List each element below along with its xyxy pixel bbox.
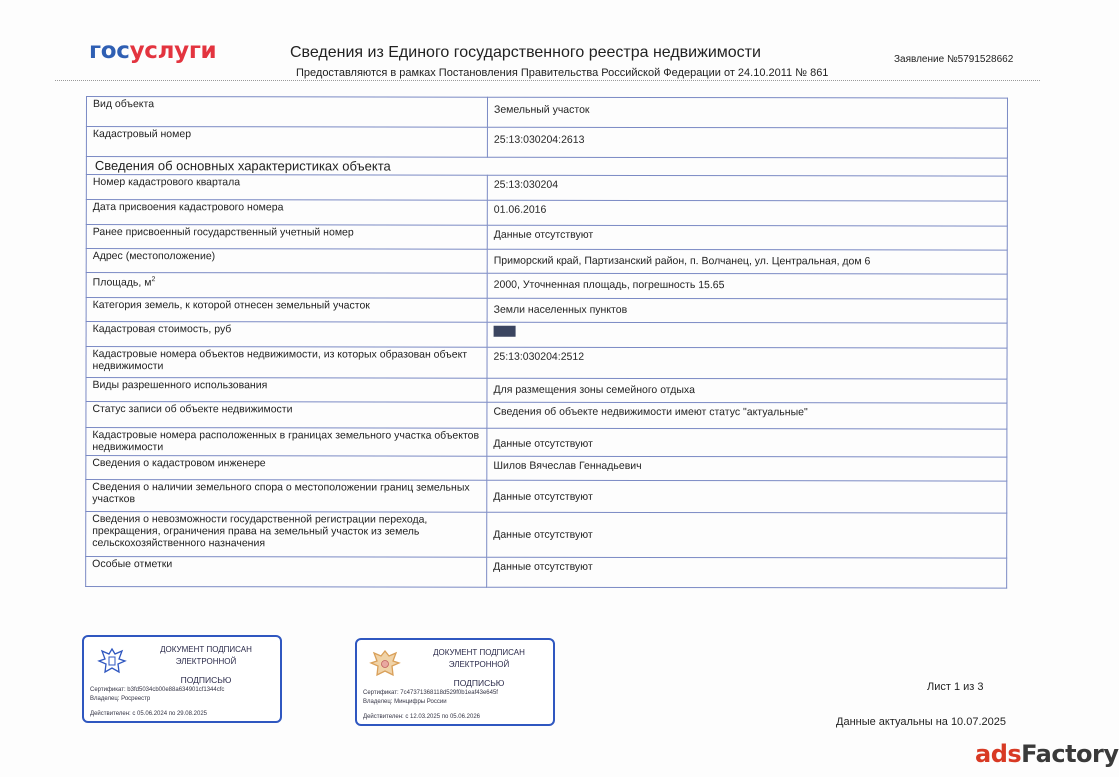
table-row [86,347,1007,380]
table-row [86,273,1007,300]
table-row [86,480,1007,514]
row-label: Виды разрешенного использования [86,378,487,403]
table-row [86,298,1007,324]
sheet-number: Лист 1 из 3 [927,681,984,693]
row-label: Особые отметки [86,557,487,588]
stamp-validity: Действителен: с 12.03.2025 по 05.06.2026 [363,714,480,720]
stamp-line1: ДОКУМЕНТ ПОДПИСАН [433,648,525,657]
row-value: Приморский край, Партизанский район, п. Волчанец, ул. Центральная, дом 6 [487,249,1007,274]
characteristics-table [85,174,1008,589]
data-actual-date: Данные актуальны на 10.07.2025 [836,716,1006,728]
row-value: Земельный участок [487,97,1007,128]
area-label: Площадь, м [92,276,152,289]
stamp-line1: ДОКУМЕНТ ПОДПИСАН [160,645,252,654]
table-row [86,428,1007,458]
row-label: Сведения о невозможности государственной регистрации перехода, прекращения, ограничения права на земельный участок из земель сельскохозяйственного назначения [86,512,487,558]
stamp-owner: Владелец: Росреестр [90,696,151,702]
row-label: Кадастровые номера объектов недвижимости, из которых образован объект недвижимости [86,347,487,379]
row-value [487,322,1007,348]
document-subtitle: Предоставляются в рамках Постановления Правительства Российской Федерации от 24.10.2011 № 861 [296,67,829,79]
table-row [86,175,1007,202]
signature-stamp [355,638,555,726]
row-value: Данные отсутствуют [487,428,1007,457]
stamp-owner: Владелец: Минцифры России [363,699,447,705]
area-unit-superscript: 2 [151,276,156,284]
row-value: 25:13:030204:2512 [487,347,1007,379]
row-label: Кадастровая стоимость, руб [86,322,487,348]
row-value: Сведения об объекте недвижимости имеют статус "актуальные" [487,402,1007,429]
watermark-logo [975,740,1119,768]
row-label: Вид объекта [86,97,487,128]
row-label: Адрес (местоположение) [86,249,487,274]
table-row [86,512,1007,559]
registry-extract [85,96,1008,590]
stamp-line2: ЭЛЕКТРОННОЙ [175,657,237,666]
table-row [86,225,1007,251]
row-value: 25:13:030204 [487,175,1007,201]
header-divider [55,80,1040,81]
stamp-validity: Действителен: с 05.06.2024 по 29.08.2025 [90,711,207,717]
section-title: Сведения об основных характеристиках объекта [86,157,1008,176]
stamp-certificate: Сертификат: b3fd5034cb00e88a634901cf1344cfc [90,687,225,693]
eagle-emblem-icon [92,643,132,679]
row-value: 2000, Уточненная площадь, погрешность 15.65 [487,273,1007,299]
row-value: Данные отсутствуют [487,512,1007,558]
coat-of-arms-icon [365,646,405,682]
stamp-line3: ПОДПИСЬЮ [453,678,505,688]
row-label: Сведения о кадастровом инженере [86,456,487,481]
row-label: Кадастровые номера расположенных в границах земельного участка объектов недвижимости [86,428,487,457]
row-label: Кадастровый номер [86,127,487,158]
table-row [86,200,1007,227]
table-row [86,557,1007,589]
row-value: Данные отсутствуют [487,480,1007,513]
object-table [86,96,1008,159]
logo-part-uslugi: услуги [129,38,217,64]
document-title: Сведения из Единого государственного реестра недвижимости [290,44,761,61]
row-value: 01.06.2016 [487,200,1007,226]
stamp-line2: ЭЛЕКТРОННОЙ [448,660,510,669]
row-label: Категория земель, к которой отнесен земельный участок [86,298,487,323]
table-row [86,249,1007,275]
table-row [86,456,1007,482]
row-label: Сведения о наличии земельного спора о местоположении границ земельных участков [86,480,487,513]
row-label: Ранее присвоенный государственный учетный номер [86,225,487,250]
row-label: Номер кадастрового квартала [86,175,487,201]
signature-stamp [82,635,282,723]
table-row [86,97,1007,129]
table-row [86,402,1007,430]
redacted-value [494,325,516,336]
table-row [86,322,1007,349]
stamp-certificate: Сертификат: 7c47371368118d529f0b1eaf43e645f [363,690,498,696]
row-value: Данные отсутствуют [487,557,1007,588]
row-value: 25:13:030204:2613 [487,127,1007,158]
stamp-line3: ПОДПИСЬЮ [180,675,232,685]
row-label: Статус записи об объекте недвижимости [86,402,487,429]
gosuslugi-logo [89,38,216,64]
row-label [86,273,487,299]
row-value: Шилов Вячеслав Геннадьевич [487,456,1007,481]
watermark-part2: Factory [1021,740,1119,768]
request-number: Заявление №5791528662 [894,54,1014,65]
table-row [86,378,1007,404]
row-value: Данные отсутствуют [487,225,1007,250]
row-value: Для размещения зоны семейного отдыха [487,378,1007,403]
table-row [86,127,1007,159]
watermark-part1: ads [975,740,1022,768]
row-value: Земли населенных пунктов [487,298,1007,323]
row-label: Дата присвоения кадастрового номера [86,200,487,226]
logo-part-gos: гос [89,38,130,64]
